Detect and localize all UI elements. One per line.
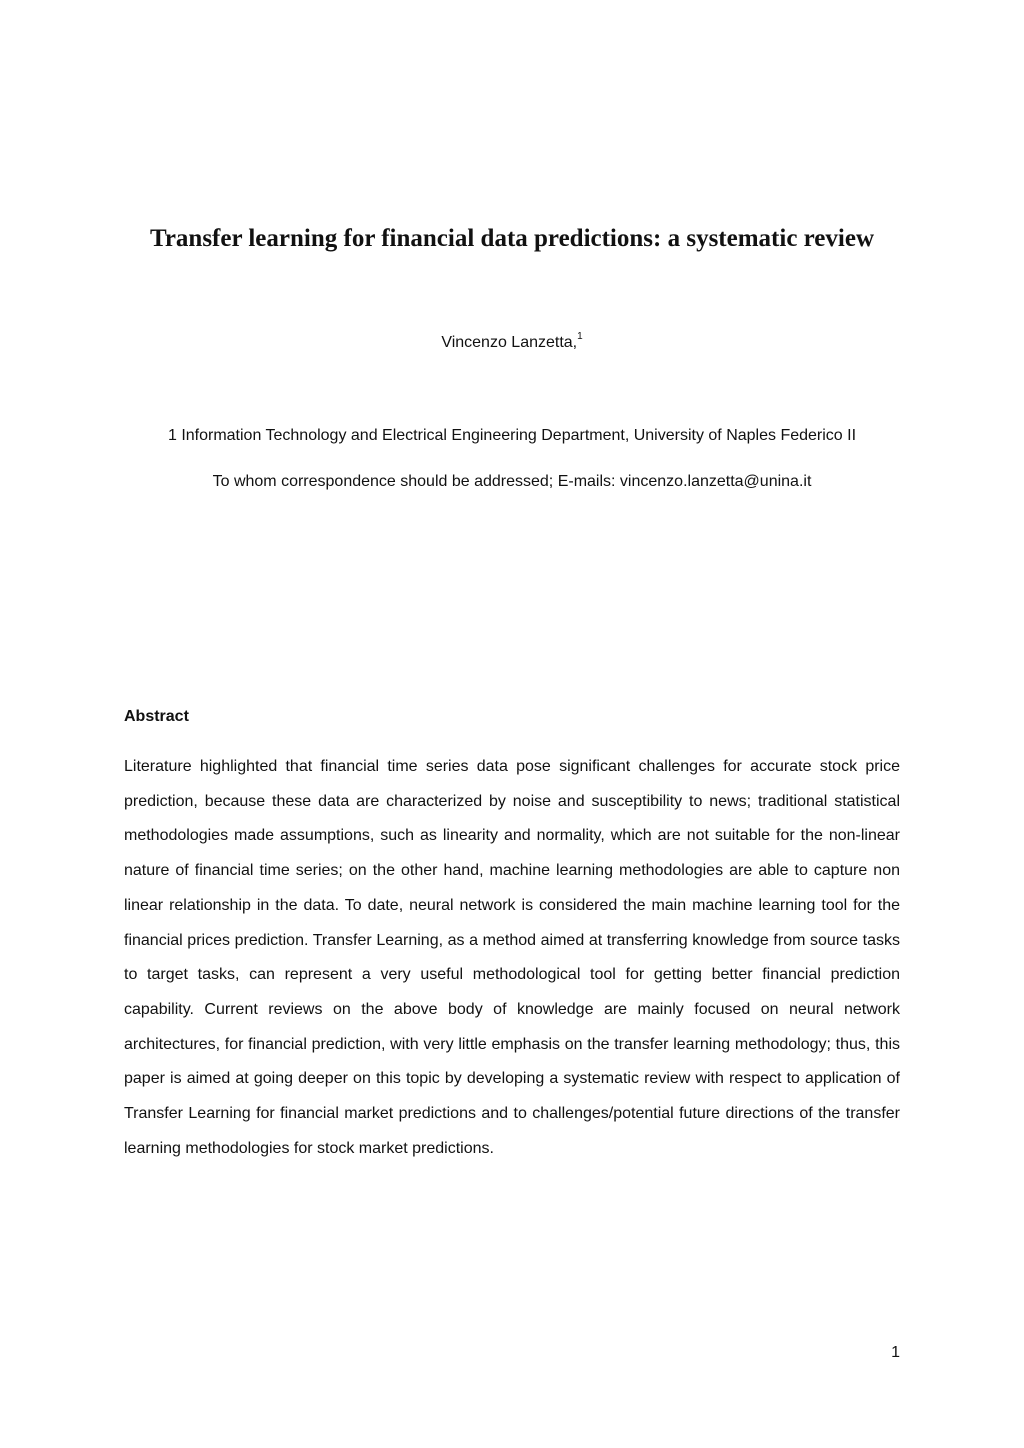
affiliation-superscript: 1: [577, 331, 583, 342]
abstract-body: Literature highlighted that financial time series data pose significant challenges for accurate stock price prediction, because these data are characterized by noise and susceptibility to news; traditional statistical methodologies made assumptions, such as linearity and normality, which are not suitable for the non-linear nature of financial time series; on the other hand, machine learning methodologies are able to capture non linear relationship in the data. To date, neural network is considered the main machine learning tool for the financial prices prediction. Transfer Learning, as a method aimed at transferring knowledge from source tasks to target tasks, can represent a very useful methodological tool for getting better financial prediction capability. Current reviews on the above body of knowledge are mainly focused on neural network architectures, for financial prediction, with very little emphasis on the transfer learning methodology; thus, this paper is aimed at going deeper on this topic by developing a systematic review with respect to application of Transfer Learning for financial market predictions and to challenges/potential future directions of the transfer learning methodologies for stock market predictions.: [124, 758, 900, 1157]
correspondence-note: To whom correspondence should be addressed; E-mails: vincenzo.lanzetta@unina.it: [212, 473, 812, 490]
affiliation: 1 Information Technology and Electrical Engineering Department, University of Naples Federico II: [167, 427, 857, 444]
abstract-heading: Abstract: [124, 708, 189, 725]
paper-title: Transfer learning for financial data predictions: a systematic review: [150, 224, 874, 252]
page-number: 1: [891, 1344, 900, 1361]
author-name: Vincenzo Lanzetta,: [441, 334, 578, 351]
author-line: [0, 330, 1024, 356]
